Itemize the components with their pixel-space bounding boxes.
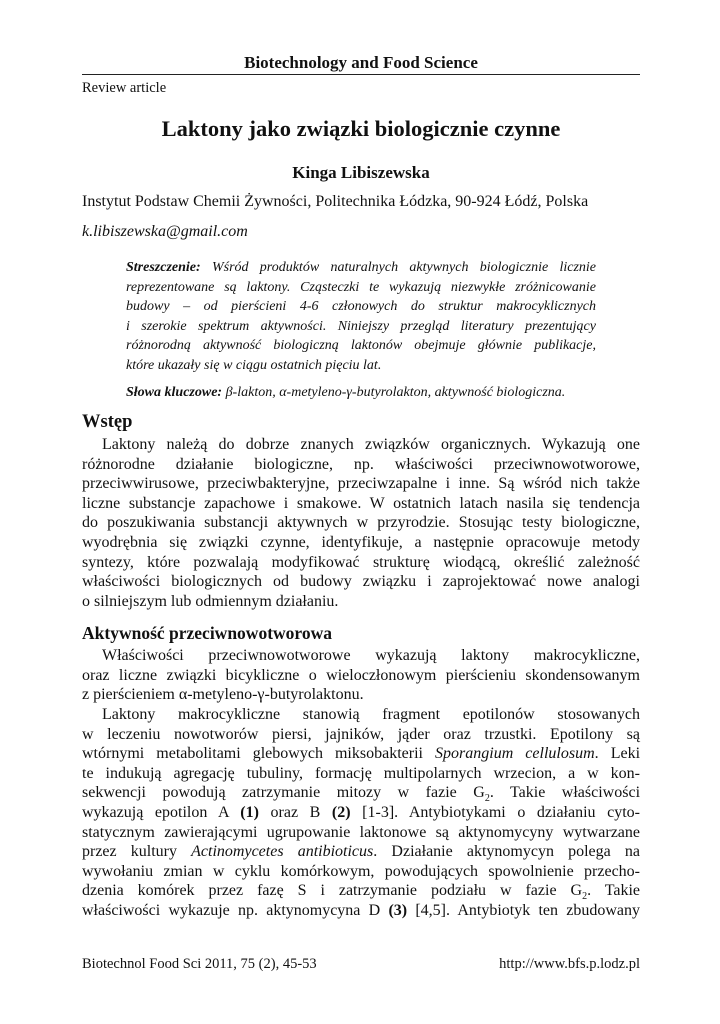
compound-number: (1)	[240, 803, 259, 821]
author-email[interactable]: k.libiszewska@gmail.com	[82, 223, 248, 240]
antitumor-paragraph-2	[82, 705, 640, 921]
text-run: . Działanie aktynomycyn polega na	[373, 843, 641, 861]
text-line	[82, 744, 640, 764]
abstract-line: różnorodną aktywność biologiczną laktonów obejmuje głównie publikacje,	[126, 338, 596, 353]
text-line: Laktony makrocykliczne stanowią fragment epotilonów stosowanych	[102, 706, 640, 723]
author-name: Kinga Libiszewska	[292, 163, 430, 182]
text-run: wtórnymi metabolitami glebowych miksobakterii	[82, 745, 436, 763]
text-line: oraz liczne związki bicykliczne o wieloczłonowym pierścieniu skondensowanym	[82, 666, 640, 684]
abstract-line: i szerokie spektrum aktywności. Niniejszy przegląd literatury prezentujący	[126, 318, 596, 334]
header-rule	[82, 74, 640, 75]
text-run: . Takie właściwości	[489, 784, 641, 802]
species-name: Actinomycetes antibioticus	[191, 843, 374, 861]
text-run: wykazują epotilon A	[82, 803, 241, 821]
compound-number: (3)	[388, 901, 408, 919]
article-type: Review article	[82, 80, 167, 96]
text-line: o silniejszym lub odmiennym działaniu.	[82, 592, 339, 610]
text-line: Właściwości przeciwnowotworowe wykazują laktony makrocykliczne,	[102, 647, 640, 664]
section-heading-intro: Wstęp	[82, 412, 133, 432]
abstract	[126, 258, 596, 375]
text-run: właściwości wykazuje np. aktynomycyna D	[82, 901, 389, 919]
text-line: różnorodne działanie biologiczne, np. właściwości przeciwnowotworowe,	[82, 455, 640, 473]
abstract-label: Streszczenie:	[126, 260, 201, 275]
text-line: w leczeniu nowotworów piersi, jajników, jąder oraz trzustki. Epotilony są	[82, 725, 640, 743]
text-run: sekwencji powodują zatrzymanie mitozy w fazie G	[82, 784, 485, 802]
text-line: przeciwwirusowe, przeciwbakteryjne, przeciwzapalne i inne. Są wśród nich także	[82, 475, 640, 493]
keywords-text: β-lakton, α-metyleno-γ-butyrolakton, aktywność biologiczna.	[225, 385, 566, 400]
text-run: . Takie	[587, 882, 641, 900]
abstract-line: które ukazały się w ciągu ostatnich pięciu lat.	[126, 357, 382, 373]
abstract-line: reprezentowane są laktony. Cząsteczki te wykazują niezwykłe zróżnicowanie	[126, 279, 596, 295]
text-line: Laktony należą do dobrze znanych związków organicznych. Wykazują one	[102, 436, 640, 453]
text-line: statycznym zawierającymi ugrupowanie laktonowe są aktynomycyny wytwarzane	[82, 823, 640, 841]
subscript: 2	[484, 793, 490, 805]
abstract-line	[126, 258, 596, 278]
intro-paragraph	[82, 435, 640, 611]
text-line	[82, 783, 640, 803]
text-line: do poszukiwania substancji aktywnych w przyrodzie. Stosując testy biologiczne,	[82, 514, 640, 532]
text-line: z pierścieniem α-metyleno-γ-butyrolaktonu.	[82, 686, 364, 704]
footer-citation: Biotechnol Food Sci 2011, 75 (2), 45-53	[82, 956, 317, 972]
abstract-text: Wśród produktów naturalnych aktywnych biologicznie licznie	[211, 260, 596, 275]
keywords-label: Słowa kluczowe:	[126, 385, 223, 400]
abstract-line: budowy – od pierścieni 4-6 członowych do struktur makrocyklicznych	[126, 299, 596, 314]
text-run: dzenia komórek przez fazę S i zatrzymanie podziału w fazie G	[82, 882, 583, 900]
journal-name: Biotechnology and Food Science	[244, 53, 478, 72]
species-name: Sporangium cellulosum	[435, 745, 595, 763]
compound-number: (2)	[331, 803, 351, 821]
text-run: przez kultury	[82, 843, 192, 861]
antitumor-paragraph-1	[82, 646, 640, 705]
text-run: oraz B	[258, 803, 332, 821]
text-line: wyodrębnia się związki czynne, identyfikuje, a następnie opracowuje metody	[82, 533, 640, 551]
text-line	[82, 842, 640, 862]
section-heading-antitumor: Aktywność przeciwnowotworowa	[82, 623, 332, 643]
text-run: . Leki	[594, 745, 641, 763]
text-line: liczne substancje zapachowe i smakowe. W ostatnich latach nasila się tendencja	[82, 494, 640, 512]
affiliation: Instytut Podstaw Chemii Żywności, Politechnika Łódzka, 90-924 Łódź, Polska	[82, 193, 589, 210]
subscript: 2	[582, 891, 588, 903]
footer-url[interactable]: http://www.bfs.p.lodz.pl	[499, 956, 640, 972]
text-line	[82, 881, 640, 901]
keywords	[126, 383, 606, 402]
text-line: te indukują agregację tubuliny, formację multipolarnych wrzecion, a w kon-	[82, 764, 640, 782]
text-run: [1-3]. Antybiotykami o działaniu cyto-	[350, 803, 641, 821]
text-line: wywołaniu zmian w cyklu komórkowym, powodujących spowolnienie przecho-	[82, 862, 640, 880]
text-line	[82, 803, 640, 823]
text-line: syntezy, które pozwalają modyfikować strukturę wiodącą, określić zależność	[82, 553, 640, 571]
article-title: Laktony jako związki biologicznie czynne	[161, 116, 561, 141]
text-run: [4,5]. Antybiotyk ten zbudowany	[407, 901, 640, 919]
text-line: właściwości biologicznych od budowy związku i zaprojektować nowe analogi	[82, 573, 640, 591]
text-line	[82, 901, 640, 921]
